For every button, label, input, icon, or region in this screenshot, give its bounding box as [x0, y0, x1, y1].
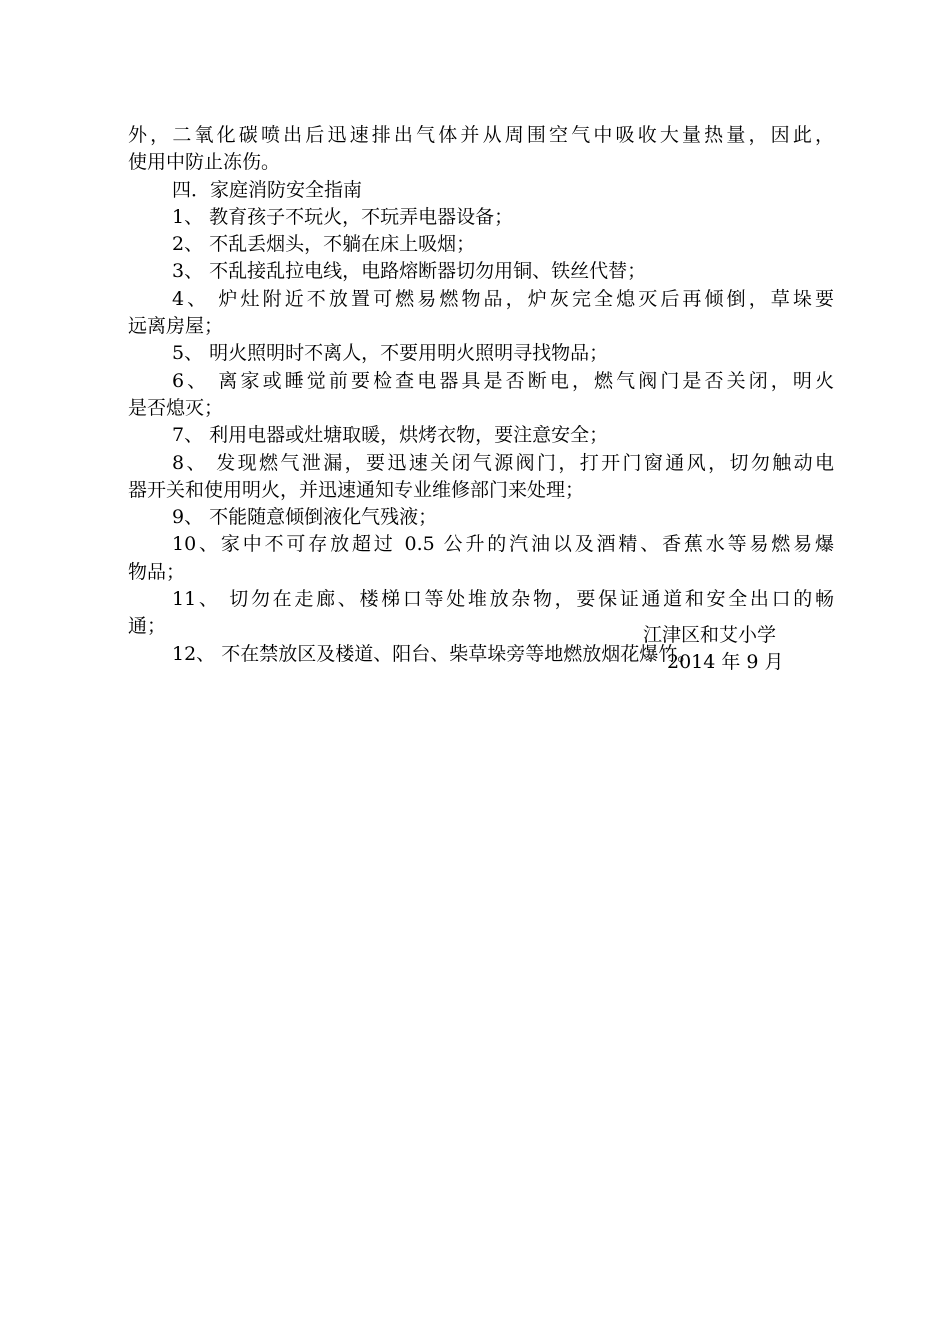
list-item-continuation: 远离房屋；	[128, 315, 224, 338]
list-item: 12、 不在禁放区及楼道、阳台、柴草垛旁等地燃放烟花爆竹。	[172, 642, 697, 665]
list-item: 6、 离家或睡觉前要检查电器具是否断电，燃气阀门是否关闭，明火	[172, 369, 834, 392]
signature-school: 江津区和艾小学	[643, 624, 777, 646]
list-item: 9、 不能随意倾倒液化气残液；	[172, 506, 438, 529]
list-item: 4、 炉灶附近不放置可燃易燃物品，炉灰完全熄灭后再倾倒，草垛要	[172, 287, 834, 310]
list-item: 7、 利用电器或灶塘取暖，烘烤衣物，要注意安全；	[172, 424, 609, 447]
list-item: 5、 明火照明时不离人，不要用明火照明寻找物品；	[172, 342, 609, 365]
signature-date: 2014 年 9 月	[667, 651, 784, 673]
document-body	[128, 122, 834, 668]
list-item-continuation: 器开关和使用明火，并迅速通知专业维修部门来处理；	[128, 478, 585, 501]
list-item: 10、家中不可存放超过 0.5 公升的汽油以及酒精、香蕉水等易燃易爆	[172, 533, 834, 556]
list-item-continuation: 是否熄灭；	[128, 396, 224, 419]
paragraph-line: 使用中防止冻伤。	[128, 151, 281, 174]
list-item-continuation: 物品；	[128, 560, 186, 583]
list-item: 3、 不乱接乱拉电线，电路熔断器切勿用铜、铁丝代替；	[172, 260, 647, 283]
list-item: 11、 切勿在走廊、楼梯口等处堆放杂物，要保证通道和安全出口的畅	[172, 588, 834, 611]
section-heading: 四．家庭消防安全指南	[172, 178, 363, 201]
list-item: 1、 教育孩子不玩火，不玩弄电器设备；	[172, 205, 514, 228]
list-item: 2、 不乱丢烟头，不躺在床上吸烟；	[172, 233, 476, 256]
list-item-continuation: 通；	[128, 615, 167, 638]
list-item: 8、 发现燃气泄漏，要迅速关闭气源阀门，打开门窗通风，切勿触动电	[172, 451, 834, 474]
paragraph-line: 外，二氧化碳喷出后迅速排出气体并从周围空气中吸收大量热量，因此，	[128, 124, 834, 146]
